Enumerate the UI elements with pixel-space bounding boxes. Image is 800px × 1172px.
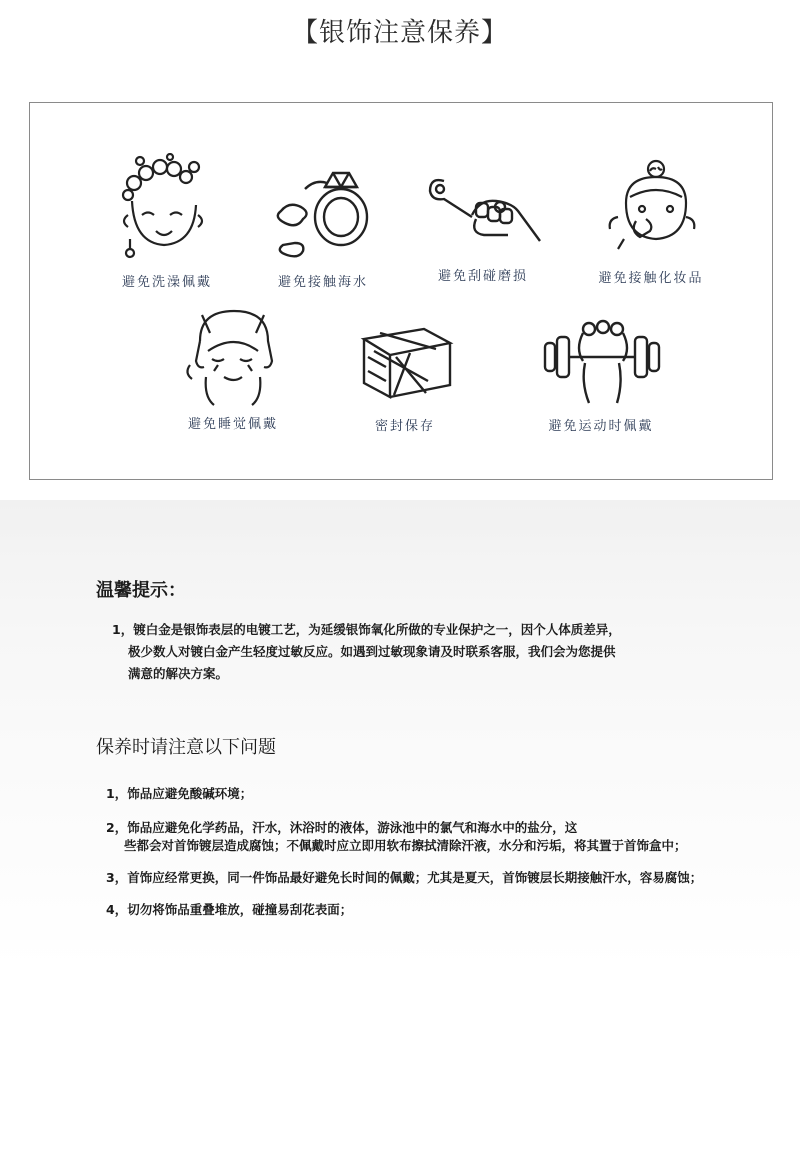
- makeup-girl-icon: [596, 157, 706, 261]
- care-item-shower: [92, 153, 242, 290]
- wrench-hand-icon: [418, 159, 548, 259]
- care-item-storage: [330, 317, 480, 434]
- page-title: 【银饰注意保养】: [291, 18, 508, 48]
- care-note-line: 3，首饰应经常更换，同一件饰品最好避免长时间的佩戴；尤其是夏天，首饰镀层长期接触汗水，容易腐蚀；: [106, 870, 703, 885]
- shower-girl-icon: [112, 153, 222, 265]
- care-notes-heading: 保养时请注意以下问题: [96, 737, 276, 758]
- care-icons-panel: [29, 102, 773, 480]
- care-note-line: 4，切勿将饰品重叠堆放，碰撞易刮花表面；: [106, 902, 353, 917]
- care-label-exercise: 避免运动时佩戴: [548, 419, 654, 434]
- care-item-cosmetics: [576, 157, 726, 286]
- care-note-line: 2，饰品应避免化学药品，汗水，沐浴时的液体，游泳池中的氯气和海水中的盐分，这: [106, 820, 578, 835]
- care-note-line: 1，饰品应避免酸碱环境；: [106, 786, 253, 801]
- sleeping-girl-icon: [178, 307, 288, 407]
- care-label-storage: 密封保存: [374, 419, 435, 434]
- tips-line: 1，镀白金是银饰表层的电镀工艺，为延缓银饰氧化所做的专业保护之一，因个人体质差异，: [112, 622, 621, 637]
- tips-line: 极少数人对镀白金产生轻度过敏反应。如遇到过敏现象请及时联系客服，我们会为您提供: [128, 644, 616, 659]
- care-item-sleep: [158, 307, 308, 432]
- sealed-box-icon: [350, 317, 460, 409]
- ring-splash-icon: [263, 159, 383, 265]
- care-label-sleep: 避免睡觉佩戴: [187, 417, 278, 432]
- dumbbell-icon: [531, 313, 671, 409]
- care-label-cosmetics: 避免接触化妆品: [598, 271, 704, 286]
- care-note-line: 些都会对首饰镀层造成腐蚀；不佩戴时应立即用软布擦拭清除汗液，水分和污垢，将其置于首饰盒中；: [124, 838, 687, 853]
- care-label-scratch: 避免刮碰磨损: [437, 269, 528, 284]
- care-label-shower: 避免洗澡佩戴: [121, 275, 212, 290]
- care-item-scratch: [408, 159, 558, 284]
- tips-line: 满意的解决方案。: [128, 666, 229, 681]
- care-item-seawater: [248, 159, 398, 290]
- care-label-seawater: 避免接触海水: [277, 275, 368, 290]
- tips-heading: 温馨提示：: [96, 580, 186, 601]
- care-item-exercise: [526, 313, 676, 434]
